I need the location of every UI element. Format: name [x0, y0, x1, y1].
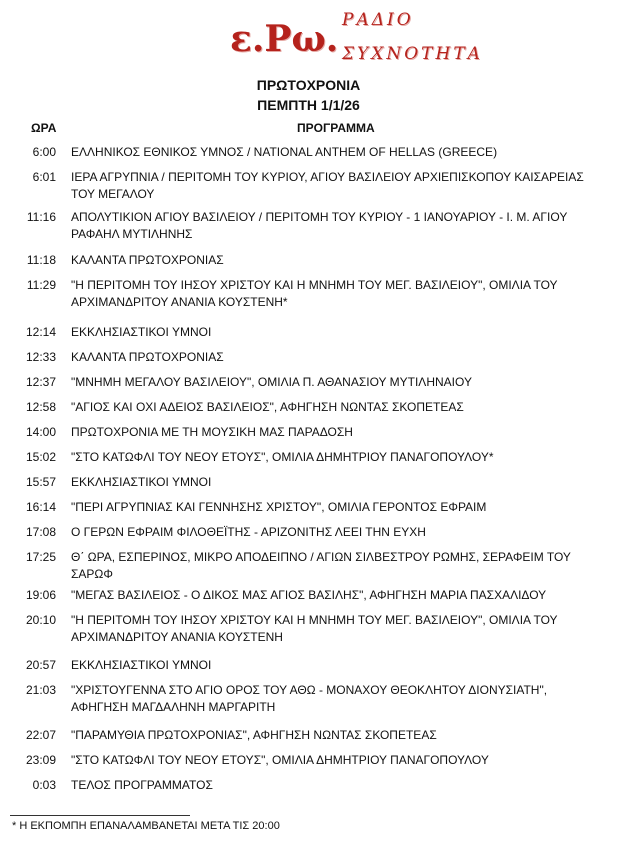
schedule-time: 16:14: [25, 500, 56, 514]
schedule-time: 15:57: [25, 475, 56, 489]
schedule-time: 12:58: [25, 400, 56, 414]
schedule-title: Θ΄ ΩΡΑ, ΕΣΠΕΡΙΝΟΣ, ΜΙΚΡΟ ΑΠΟΔΕΙΠΝΟ / ΑΓΙΩΝ ΣΙΛΒΕΣΤΡΟΥ ΡΩΜΗΣ, ΣΕΡΑΦΕΙΜ ΤΟΥ ΣΑΡΩΦ: [71, 550, 571, 581]
schedule-time: 20:10: [25, 613, 56, 627]
logo-mark: ε.Ρω.: [230, 18, 339, 60]
schedule-title: "ΠΑΡΑΜΥΘΙΑ ΠΡΩΤΟΧΡΟΝΙΑΣ", ΑΦΗΓΗΣΗ ΝΩΝΤΑΣ ΣΚΟΠΕΤΕΑΣ: [71, 728, 437, 742]
schedule-title: ΤΕΛΟΣ ΠΡΟΓΡΑΜΜΑΤΟΣ: [71, 778, 213, 792]
schedule-title: "Η ΠΕΡΙΤΟΜΗ ΤΟΥ ΙΗΣΟΥ ΧΡΙΣΤΟΥ ΚΑΙ Η ΜΝΗΜΗ ΤΟΥ ΜΕΓ. ΒΑΣΙΛΕΙΟΥ", ΟΜΙΛΙΑ ΤΟΥ ΑΡΧΙΜΑΝΔΡΙΤΟΥ ΑΝΑΝΙΑ ΚΟΥΣΤΕΝΗ*: [71, 278, 558, 309]
schedule-time: 20:57: [25, 658, 56, 672]
page-date: ΠΕΜΠΤΗ 1/1/26: [257, 97, 360, 113]
schedule-time: 12:33: [25, 350, 56, 364]
schedule-title: "ΣΤΟ ΚΑΤΩΦΛΙ ΤΟΥ ΝΕΟΥ ΕΤΟΥΣ", ΟΜΙΛΙΑ ΔΗΜΗΤΡΙΟΥ ΠΑΝΑΓΟΠΟΥΛΟΥ*: [71, 450, 494, 464]
schedule-title: "Η ΠΕΡΙΤΟΜΗ ΤΟΥ ΙΗΣΟΥ ΧΡΙΣΤΟΥ ΚΑΙ Η ΜΝΗΜΗ ΤΟΥ ΜΕΓ. ΒΑΣΙΛΕΙΟΥ", ΟΜΙΛΙΑ ΤΟΥ ΑΡΧΙΜΑΝΔΡΙΤΟΥ ΑΝΑΝΙΑ ΚΟΥΣΤΕΝΗ: [71, 613, 558, 644]
schedule-time: 17:08: [25, 525, 56, 539]
schedule-title: "ΠΕΡΙ ΑΓΡΥΠΝΙΑΣ ΚΑΙ ΓΕΝΝΗΣΗΣ ΧΡΙΣΤΟΥ", ΟΜΙΛΙΑ ΓΕΡΟΝΤΟΣ ΕΦΡΑΙΜ: [71, 500, 487, 514]
schedule-title: "ΣΤΟ ΚΑΤΩΦΛΙ ΤΟΥ ΝΕΟΥ ΕΤΟΥΣ", ΟΜΙΛΙΑ ΔΗΜΗΤΡΙΟΥ ΠΑΝΑΓΟΠΟΥΛΟΥ: [71, 753, 489, 767]
schedule-time: 22:07: [25, 728, 56, 742]
page-title: ΠΡΩΤΟΧΡΟΝΙΑ: [256, 77, 361, 93]
schedule-title: ΑΠΟΛΥΤΙΚΙΟΝ ΑΓΙΟΥ ΒΑΣΙΛΕΙΟΥ / ΠΕΡΙΤΟΜΗ ΤΟΥ ΚΥΡΙΟΥ - 1 ΙΑΝΟΥΑΡΙΟΥ - Ι. Μ. ΑΓΙΟΥ ΡΑΦΑΗΛ ΜΥΤΙΛΗΝΗΣ: [71, 210, 568, 241]
schedule-time: 17:25: [25, 550, 56, 564]
schedule-time: 11:18: [26, 253, 56, 267]
column-header-time: ΩΡΑ: [31, 121, 57, 135]
schedule-time: 12:14: [25, 325, 56, 339]
schedule-time: 0:03: [32, 778, 56, 792]
schedule-title: "ΧΡΙΣΤΟΥΓΕΝΝΑ ΣΤΟ ΑΓΙΟ ΟΡΟΣ ΤΟΥ ΑΘΩ - ΜΟΝΑΧΟΥ ΘΕΟΚΛΗΤΟΥ ΔΙΟΝΥΣΙΑΤΗ", ΑΦΗΓΗΣΗ ΜΑΓΔΑΛΗΝΗ ΜΑΡΓΑΡΙΤΗ: [71, 683, 548, 714]
footnote: * Η ΕΚΠΟΜΠΗ ΕΠΑΝΑΛΑΜΒΑΝΕΤΑΙ ΜΕΤΑ ΤΙΣ 20:00: [12, 820, 280, 832]
logo-word-radio: ΡΑΔΙΟ: [342, 10, 414, 30]
schedule-title: ΕΚΚΛΗΣΙΑΣΤΙΚΟΙ ΥΜΝΟΙ: [71, 325, 212, 339]
footnote-divider: [10, 815, 190, 816]
schedule-time: 11:29: [26, 278, 56, 292]
schedule-time: 12:37: [25, 375, 56, 389]
schedule-time: 6:01: [32, 170, 56, 184]
schedule-title: ΚΑΛΑΝΤΑ ΠΡΩΤΟΧΡΟΝΙΑΣ: [71, 350, 224, 364]
schedule-title: ΕΚΚΛΗΣΙΑΣΤΙΚΟΙ ΥΜΝΟΙ: [71, 658, 212, 672]
schedule-time: 6:00: [32, 145, 56, 159]
schedule-title: "ΑΓΙΟΣ ΚΑΙ ΟΧΙ ΑΔΕΙΟΣ ΒΑΣΙΛΕΙΟΣ", ΑΦΗΓΗΣΗ ΝΩΝΤΑΣ ΣΚΟΠΕΤΕΑΣ: [71, 400, 464, 414]
schedule-title: ΕΛΛΗΝΙΚΟΣ ΕΘΝΙΚΟΣ ΥΜΝΟΣ / NATIONAL ANTHEM OF HELLAS (GREECE): [71, 145, 498, 159]
schedule-time: 14:00: [25, 425, 56, 439]
schedule-time: 11:16: [26, 210, 56, 224]
schedule-title: "ΜΝΗΜΗ ΜΕΓΑΛΟΥ ΒΑΣΙΛΕΙΟΥ", ΟΜΙΛΙΑ Π. ΑΘΑΝΑΣΙΟΥ ΜΥΤΙΛΗΝΑΙΟΥ: [71, 375, 472, 389]
schedule-title: ΠΡΩΤΟΧΡΟΝΙΑ ΜΕ ΤΗ ΜΟΥΣΙΚΗ ΜΑΣ ΠΑΡΑΔΟΣΗ: [71, 425, 353, 439]
station-logo: [230, 6, 483, 70]
schedule-title: ΚΑΛΑΝΤΑ ΠΡΩΤΟΧΡΟΝΙΑΣ: [71, 253, 224, 267]
schedule-time: 21:03: [25, 683, 56, 697]
schedule-title: ΕΚΚΛΗΣΙΑΣΤΙΚΟΙ ΥΜΝΟΙ: [71, 475, 212, 489]
column-header-program: ΠΡΟΓΡΑΜΜΑ: [297, 121, 375, 135]
logo-word-frequency: ΣΥΧΝΟΤΗΤΑ: [342, 44, 483, 64]
schedule-title: ΙΕΡΑ ΑΓΡΥΠΝΙΑ / ΠΕΡΙΤΟΜΗ ΤΟΥ ΚΥΡΙΟΥ, ΑΓΙΟΥ ΒΑΣΙΛΕΙΟΥ ΑΡΧΙΕΠΙΣΚΟΠΟΥ ΚΑΙΣΑΡΕΙΑΣ ΤΟΥ ΜΕΓΑΛΟΥ: [71, 170, 584, 201]
schedule-time: 15:02: [25, 450, 56, 464]
schedule-time: 23:09: [25, 753, 56, 767]
schedule-time: 19:06: [25, 588, 56, 602]
schedule-title: Ο ΓΕΡΩΝ ΕΦΡΑΙΜ ΦΙΛΟΘΕΪΤΗΣ - ΑΡΙΖΟΝΙΤΗΣ ΛΕΕΙ ΤΗΝ ΕΥΧΗ: [71, 525, 426, 539]
schedule-title: "ΜΕΓΑΣ ΒΑΣΙΛΕΙΟΣ - Ο ΔΙΚΟΣ ΜΑΣ ΑΓΙΟΣ ΒΑΣΙΛΗΣ", ΑΦΗΓΗΣΗ ΜΑΡΙΑ ΠΑΣΧΑΛΙΔΟΥ: [71, 588, 547, 602]
